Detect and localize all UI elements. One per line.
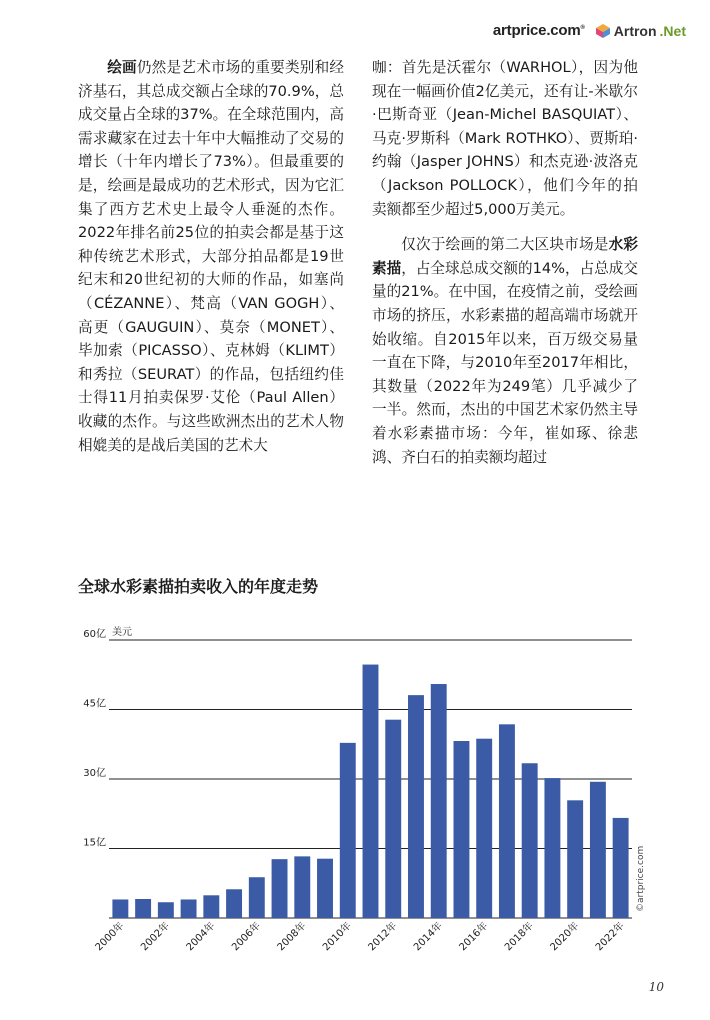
bar-2001年 [135, 899, 151, 918]
x-tick-label: 2016年 [457, 920, 491, 954]
x-tick-label: 2014年 [411, 920, 445, 954]
x-tick-label: 2000年 [93, 920, 127, 954]
x-tick-label: 2006年 [230, 920, 263, 954]
bar-2011年 [363, 665, 379, 918]
bar-2005年 [226, 889, 242, 918]
bar-2010年 [340, 743, 356, 918]
x-tick-label: 2022年 [593, 920, 627, 954]
article-body [78, 56, 638, 469]
x-tick-label: 2020年 [548, 920, 582, 954]
bar-chart [60, 620, 650, 975]
bar-2000年 [112, 899, 128, 918]
paragraph: 咖：首先是沃霍尔（WARHOL），因为他现在一幅画价值2亿美元，还有让-米歇尔·巴斯奇亚（Jean-Michel BASQUIAT）、马克·罗斯科（Mark ROTHKO）、贾斯珀·约翰（Jasper JOHNS）和杰克逊·波洛克（Jackson POLLOCK），他们今年的拍卖额都至少超过5,000万美元。 [372, 59, 638, 218]
bar-2022年 [613, 818, 629, 918]
page-number: 10 [648, 980, 664, 994]
bar-2017年 [499, 724, 515, 918]
bar-2002年 [158, 902, 174, 918]
bar-2021年 [590, 782, 606, 918]
y-tick-label: 45亿 [83, 698, 106, 710]
bar-2014年 [431, 684, 447, 918]
x-tick-label: 2018年 [502, 920, 536, 954]
x-tick-label: 2010年 [321, 920, 354, 954]
watermark: ©artprice.com [636, 845, 646, 912]
artron-cube-icon [595, 23, 611, 39]
y-tick-label: 15亿 [83, 837, 106, 849]
paragraph: 绘画仍然是艺术市场的重要类别和经济基石，其总成交额占全球的70.9%，总成交量占全球的37%。在全球范围内，高需求藏家在过去十年中大幅推动了交易的增长（十年内增长了73%）。但最重要的是，绘画是最成功的艺术形式，因为它汇集了西方艺术史上最令人垂涎的杰作。2022年排名前25位的拍卖会都是基于这种传统艺术形式，大部分拍品都是19世纪末和20世纪初的大师的作品，如塞尚（CÉZANNE）、梵高（VAN GOGH）、高更（GAUGUIN）、莫奈（MONET）、毕加索（PICASSO）、克林姆（KLIMT）和秀拉（SEURAT）的作品，包括纽约佳士得11月拍卖保罗·艾伦（Paul Allen）收藏的杰作。与这些欧洲杰出的艺术人物相媲美的是战后美国的艺术大 [78, 59, 344, 454]
x-tick-label: 2002年 [139, 920, 172, 954]
bar-2019年 [544, 778, 560, 918]
y-tick-label: 60亿 [83, 629, 106, 640]
y-axis-unit: 美元 [112, 627, 132, 638]
bar-2016年 [476, 739, 492, 918]
bar-2013年 [408, 695, 424, 918]
paragraph: 仅次于绘画的第二大区块市场是水彩素描，占全球总成交额的14%，占总成交量的21%。在中国，在疫情之前，受绘画市场的挤压，水彩素描的超高端市场就开始收缩。自2015年以来，百万级交易量一直在下降，与2010年至2017年相比，其数量（2022年为249笔）几乎减少了一半。然而，杰出的中国艺术家仍然主导着水彩素描市场：今年，崔如琢、徐悲鸿、齐白石的拍卖额均超过 [372, 236, 638, 466]
bar-2007年 [272, 859, 288, 918]
artprice-logo: artprice.com® [492, 22, 585, 39]
bar-2003年 [181, 899, 197, 918]
left-column [78, 56, 344, 469]
bar-2004年 [203, 895, 219, 918]
x-tick-label: 2008年 [275, 920, 309, 954]
bar-2015年 [453, 741, 469, 918]
artron-logo: Artron .Net [595, 23, 686, 39]
bar-2006年 [249, 877, 265, 918]
x-tick-label: 2012年 [366, 920, 400, 954]
right-column [372, 56, 638, 469]
bar-2012年 [385, 720, 401, 918]
header-logos [493, 22, 686, 39]
bar-2009年 [317, 859, 333, 918]
y-tick-label: 30亿 [83, 768, 106, 779]
x-tick-label: 2004年 [184, 920, 218, 954]
chart-title: 全球水彩素描拍卖收入的年度走势 [78, 577, 319, 596]
bar-2018年 [522, 763, 538, 918]
bar-2020年 [567, 800, 583, 918]
bar-2008年 [294, 856, 310, 918]
